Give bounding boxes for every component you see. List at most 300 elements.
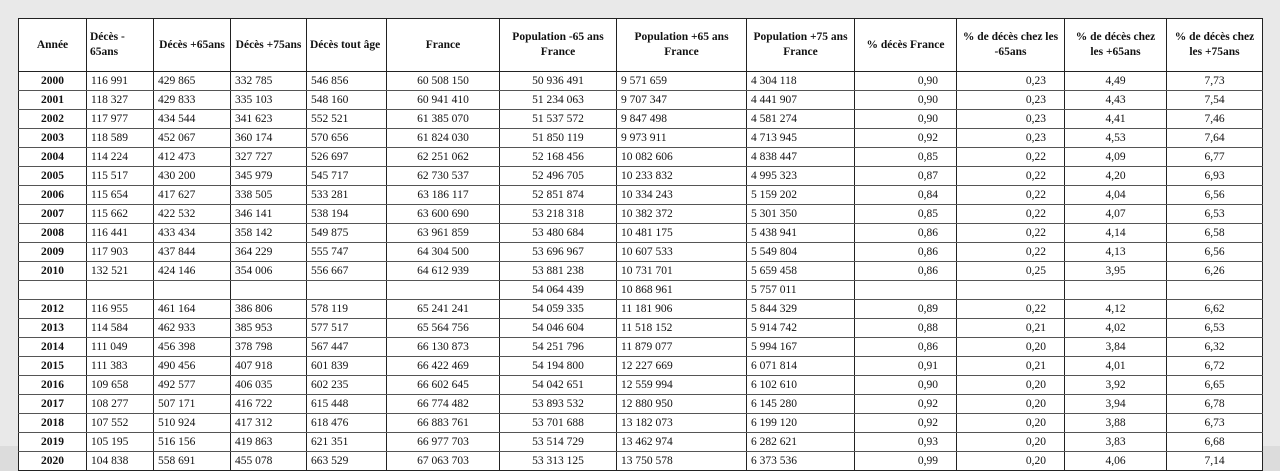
cell-population-under65: 53 514 729 xyxy=(500,433,617,452)
cell-population-france: 60 508 150 xyxy=(387,72,500,91)
cell-deaths-over65: 490 456 xyxy=(154,357,231,376)
cell-pct-deaths-france: 0,86 xyxy=(855,243,957,262)
cell-deaths-over75: 360 174 xyxy=(231,129,307,148)
cell-population-under65: 53 881 238 xyxy=(500,262,617,281)
cell-deaths-under65: 132 521 xyxy=(87,262,154,281)
cell-population-under65: 52 168 456 xyxy=(500,148,617,167)
cell-population-over75: 5 301 350 xyxy=(747,205,855,224)
cell-population-france: 64 304 500 xyxy=(387,243,500,262)
cell-population-france: 66 602 645 xyxy=(387,376,500,395)
column-header-population-under65: Population -65 ans France xyxy=(500,19,617,72)
cell-pct-deaths-france: 0,90 xyxy=(855,72,957,91)
table-row xyxy=(19,72,1263,91)
cell-population-over75: 5 994 167 xyxy=(747,338,855,357)
table-row xyxy=(19,186,1263,205)
column-header-population-over65: Population +65 ans France xyxy=(617,19,747,72)
cell-population-over75: 4 713 945 xyxy=(747,129,855,148)
cell-population-over75: 5 159 202 xyxy=(747,186,855,205)
cell-pct-deaths-over75: 7,64 xyxy=(1167,129,1263,148)
column-header-year: Année xyxy=(19,19,87,72)
cell-pct-deaths-over65: 3,94 xyxy=(1065,395,1167,414)
cell-population-under65: 53 701 688 xyxy=(500,414,617,433)
cell-deaths-over75: 378 798 xyxy=(231,338,307,357)
cell-pct-deaths-under65: 0,22 xyxy=(957,300,1065,319)
cell-pct-deaths-under65: 0,21 xyxy=(957,319,1065,338)
cell-year: 2015 xyxy=(19,357,87,376)
cell-pct-deaths-over65: 4,06 xyxy=(1065,452,1167,471)
cell-pct-deaths-over75: 6,58 xyxy=(1167,224,1263,243)
cell-deaths-over75: 345 979 xyxy=(231,167,307,186)
cell-deaths-under65: 116 441 xyxy=(87,224,154,243)
cell-deaths-under65: 111 383 xyxy=(87,357,154,376)
cell-pct-deaths-under65: 0,20 xyxy=(957,452,1065,471)
cell-deaths-over75: 332 785 xyxy=(231,72,307,91)
cell-deaths-over75: 417 312 xyxy=(231,414,307,433)
cell-deaths-over75: 419 863 xyxy=(231,433,307,452)
cell-pct-deaths-over75 xyxy=(1167,281,1263,300)
cell-deaths-over65: 429 865 xyxy=(154,72,231,91)
cell-year: 2008 xyxy=(19,224,87,243)
column-header-deaths-over75: Décès +75ans xyxy=(231,19,307,72)
cell-pct-deaths-under65: 0,23 xyxy=(957,72,1065,91)
column-header-deaths-all-ages: Décès tout âge xyxy=(307,19,387,72)
cell-pct-deaths-under65: 0,22 xyxy=(957,243,1065,262)
cell-deaths-all-ages: 567 447 xyxy=(307,338,387,357)
cell-pct-deaths-under65: 0,22 xyxy=(957,205,1065,224)
cell-pct-deaths-over65: 4,53 xyxy=(1065,129,1167,148)
table-row xyxy=(19,452,1263,471)
cell-pct-deaths-france: 0,86 xyxy=(855,338,957,357)
cell-year: 2006 xyxy=(19,186,87,205)
cell-year: 2005 xyxy=(19,167,87,186)
cell-deaths-under65: 104 838 xyxy=(87,452,154,471)
cell-deaths-all-ages: 615 448 xyxy=(307,395,387,414)
cell-deaths-all-ages: 526 697 xyxy=(307,148,387,167)
cell-pct-deaths-over65: 3,88 xyxy=(1065,414,1167,433)
cell-year: 2014 xyxy=(19,338,87,357)
cell-pct-deaths-france: 0,88 xyxy=(855,319,957,338)
cell-population-france: 61 824 030 xyxy=(387,129,500,148)
cell-year: 2001 xyxy=(19,91,87,110)
cell-deaths-under65: 115 517 xyxy=(87,167,154,186)
cell-population-over75: 5 659 458 xyxy=(747,262,855,281)
cell-pct-deaths-over75: 6,73 xyxy=(1167,414,1263,433)
cell-population-under65: 54 059 335 xyxy=(500,300,617,319)
cell-deaths-all-ages xyxy=(307,281,387,300)
cell-deaths-under65: 117 903 xyxy=(87,243,154,262)
cell-pct-deaths-under65: 0,20 xyxy=(957,376,1065,395)
header-row xyxy=(19,19,1263,72)
cell-deaths-over75: 364 229 xyxy=(231,243,307,262)
cell-deaths-over75: 386 806 xyxy=(231,300,307,319)
table-row xyxy=(19,414,1263,433)
cell-deaths-over65: 433 434 xyxy=(154,224,231,243)
column-header-pct-deaths-over65: % de décès chez les +65ans xyxy=(1065,19,1167,72)
cell-deaths-all-ages: 618 476 xyxy=(307,414,387,433)
cell-population-over75: 5 844 329 xyxy=(747,300,855,319)
cell-pct-deaths-over65: 4,07 xyxy=(1065,205,1167,224)
cell-deaths-over75: 406 035 xyxy=(231,376,307,395)
cell-population-under65: 53 313 125 xyxy=(500,452,617,471)
cell-population-under65: 51 234 063 xyxy=(500,91,617,110)
cell-pct-deaths-over65: 4,09 xyxy=(1065,148,1167,167)
cell-deaths-all-ages: 555 747 xyxy=(307,243,387,262)
cell-deaths-under65: 117 977 xyxy=(87,110,154,129)
cell-population-france: 66 422 469 xyxy=(387,357,500,376)
cell-deaths-over65 xyxy=(154,281,231,300)
cell-population-france: 64 612 939 xyxy=(387,262,500,281)
cell-pct-deaths-france: 0,87 xyxy=(855,167,957,186)
table-row xyxy=(19,376,1263,395)
cell-population-under65: 54 251 796 xyxy=(500,338,617,357)
document-sheet xyxy=(18,18,1262,471)
cell-population-under65: 51 537 572 xyxy=(500,110,617,129)
cell-deaths-all-ages: 602 235 xyxy=(307,376,387,395)
cell-year: 2004 xyxy=(19,148,87,167)
cell-pct-deaths-over75: 6,32 xyxy=(1167,338,1263,357)
cell-deaths-over75 xyxy=(231,281,307,300)
cell-population-over65: 12 880 950 xyxy=(617,395,747,414)
cell-population-over65: 10 607 533 xyxy=(617,243,747,262)
cell-deaths-over65: 507 171 xyxy=(154,395,231,414)
cell-pct-deaths-france: 0,85 xyxy=(855,205,957,224)
cell-deaths-all-ages: 556 667 xyxy=(307,262,387,281)
cell-pct-deaths-france: 0,85 xyxy=(855,148,957,167)
cell-deaths-over65: 430 200 xyxy=(154,167,231,186)
cell-population-over65: 12 227 669 xyxy=(617,357,747,376)
cell-pct-deaths-under65: 0,23 xyxy=(957,91,1065,110)
cell-pct-deaths-over75: 7,54 xyxy=(1167,91,1263,110)
cell-pct-deaths-france: 0,92 xyxy=(855,414,957,433)
mortality-table xyxy=(18,18,1263,471)
cell-deaths-over65: 456 398 xyxy=(154,338,231,357)
cell-population-over65: 10 481 175 xyxy=(617,224,747,243)
cell-population-over75: 6 282 621 xyxy=(747,433,855,452)
table-row xyxy=(19,319,1263,338)
cell-population-france: 66 130 873 xyxy=(387,338,500,357)
cell-pct-deaths-over75: 6,62 xyxy=(1167,300,1263,319)
cell-pct-deaths-france: 0,89 xyxy=(855,300,957,319)
cell-population-over65: 9 973 911 xyxy=(617,129,747,148)
cell-population-under65: 54 194 800 xyxy=(500,357,617,376)
cell-pct-deaths-over75: 7,73 xyxy=(1167,72,1263,91)
column-header-population-over75: Population +75 ans France xyxy=(747,19,855,72)
cell-pct-deaths-over65: 4,02 xyxy=(1065,319,1167,338)
column-header-deaths-over65: Décès +65ans xyxy=(154,19,231,72)
cell-pct-deaths-over65: 4,12 xyxy=(1065,300,1167,319)
cell-population-under65: 51 850 119 xyxy=(500,129,617,148)
cell-deaths-over65: 452 067 xyxy=(154,129,231,148)
cell-population-france: 66 977 703 xyxy=(387,433,500,452)
cell-deaths-under65: 116 991 xyxy=(87,72,154,91)
table-row xyxy=(19,148,1263,167)
table-row xyxy=(19,262,1263,281)
cell-pct-deaths-over75: 6,78 xyxy=(1167,395,1263,414)
cell-pct-deaths-france: 0,90 xyxy=(855,91,957,110)
table-row xyxy=(19,300,1263,319)
cell-pct-deaths-under65: 0,20 xyxy=(957,338,1065,357)
cell-population-france: 63 600 690 xyxy=(387,205,500,224)
cell-population-france: 63 186 117 xyxy=(387,186,500,205)
cell-deaths-over65: 558 691 xyxy=(154,452,231,471)
cell-pct-deaths-over65: 4,41 xyxy=(1065,110,1167,129)
cell-deaths-over65: 510 924 xyxy=(154,414,231,433)
cell-population-over65: 10 082 606 xyxy=(617,148,747,167)
column-header-pct-deaths-over75: % de décès chez les +75ans xyxy=(1167,19,1263,72)
cell-population-over65: 11 879 077 xyxy=(617,338,747,357)
cell-deaths-under65: 118 589 xyxy=(87,129,154,148)
cell-deaths-all-ages: 621 351 xyxy=(307,433,387,452)
cell-deaths-under65: 116 955 xyxy=(87,300,154,319)
cell-pct-deaths-under65: 0,22 xyxy=(957,224,1065,243)
cell-population-under65: 53 218 318 xyxy=(500,205,617,224)
cell-year: 2016 xyxy=(19,376,87,395)
table-row xyxy=(19,224,1263,243)
cell-deaths-over75: 455 078 xyxy=(231,452,307,471)
cell-population-france: 60 941 410 xyxy=(387,91,500,110)
cell-deaths-over65: 412 473 xyxy=(154,148,231,167)
cell-population-france: 62 251 062 xyxy=(387,148,500,167)
cell-population-over75: 6 199 120 xyxy=(747,414,855,433)
cell-deaths-under65: 114 584 xyxy=(87,319,154,338)
cell-pct-deaths-france: 0,84 xyxy=(855,186,957,205)
cell-pct-deaths-france: 0,99 xyxy=(855,452,957,471)
cell-pct-deaths-france: 0,92 xyxy=(855,395,957,414)
cell-deaths-all-ages: 546 856 xyxy=(307,72,387,91)
cell-pct-deaths-france: 0,91 xyxy=(855,357,957,376)
cell-year: 2007 xyxy=(19,205,87,224)
cell-deaths-over75: 341 623 xyxy=(231,110,307,129)
cell-deaths-under65: 109 658 xyxy=(87,376,154,395)
cell-pct-deaths-over75: 6,26 xyxy=(1167,262,1263,281)
cell-pct-deaths-over65: 4,01 xyxy=(1065,357,1167,376)
cell-deaths-under65: 115 662 xyxy=(87,205,154,224)
cell-deaths-over65: 417 627 xyxy=(154,186,231,205)
cell-pct-deaths-over75: 6,56 xyxy=(1167,243,1263,262)
cell-population-over65: 9 707 347 xyxy=(617,91,747,110)
cell-deaths-over75: 338 505 xyxy=(231,186,307,205)
cell-population-over65: 13 182 073 xyxy=(617,414,747,433)
cell-deaths-all-ages: 552 521 xyxy=(307,110,387,129)
cell-pct-deaths-over65: 3,83 xyxy=(1065,433,1167,452)
cell-pct-deaths-over65 xyxy=(1065,281,1167,300)
cell-deaths-over65: 492 577 xyxy=(154,376,231,395)
cell-pct-deaths-over65: 3,92 xyxy=(1065,376,1167,395)
cell-deaths-all-ages: 578 119 xyxy=(307,300,387,319)
cell-deaths-under65: 114 224 xyxy=(87,148,154,167)
cell-population-france: 66 774 482 xyxy=(387,395,500,414)
cell-deaths-over75: 385 953 xyxy=(231,319,307,338)
cell-pct-deaths-under65: 0,22 xyxy=(957,186,1065,205)
cell-deaths-all-ages: 570 656 xyxy=(307,129,387,148)
cell-year: 2003 xyxy=(19,129,87,148)
cell-pct-deaths-under65: 0,21 xyxy=(957,357,1065,376)
cell-pct-deaths-over65: 4,43 xyxy=(1065,91,1167,110)
cell-pct-deaths-under65: 0,20 xyxy=(957,395,1065,414)
cell-deaths-all-ages: 549 875 xyxy=(307,224,387,243)
cell-pct-deaths-over75: 6,56 xyxy=(1167,186,1263,205)
cell-deaths-over75: 358 142 xyxy=(231,224,307,243)
cell-pct-deaths-over75: 6,53 xyxy=(1167,205,1263,224)
cell-population-over65: 10 382 372 xyxy=(617,205,747,224)
cell-pct-deaths-france: 0,86 xyxy=(855,224,957,243)
cell-deaths-over65: 437 844 xyxy=(154,243,231,262)
cell-year: 2013 xyxy=(19,319,87,338)
cell-pct-deaths-over75: 7,46 xyxy=(1167,110,1263,129)
cell-pct-deaths-france: 0,90 xyxy=(855,376,957,395)
cell-population-under65: 53 893 532 xyxy=(500,395,617,414)
cell-pct-deaths-over65: 4,14 xyxy=(1065,224,1167,243)
cell-population-under65: 54 046 604 xyxy=(500,319,617,338)
cell-population-over75: 4 441 907 xyxy=(747,91,855,110)
cell-pct-deaths-under65: 0,23 xyxy=(957,129,1065,148)
cell-pct-deaths-france: 0,92 xyxy=(855,129,957,148)
cell-deaths-all-ages: 663 529 xyxy=(307,452,387,471)
cell-pct-deaths-over65: 3,84 xyxy=(1065,338,1167,357)
table-row xyxy=(19,167,1263,186)
cell-deaths-over75: 327 727 xyxy=(231,148,307,167)
cell-pct-deaths-france: 0,86 xyxy=(855,262,957,281)
table-row xyxy=(19,395,1263,414)
cell-population-over65: 11 518 152 xyxy=(617,319,747,338)
cell-year: 2010 xyxy=(19,262,87,281)
cell-year: 2019 xyxy=(19,433,87,452)
cell-population-under65: 53 480 684 xyxy=(500,224,617,243)
cell-pct-deaths-under65: 0,22 xyxy=(957,167,1065,186)
cell-pct-deaths-over65: 4,20 xyxy=(1065,167,1167,186)
cell-pct-deaths-over75: 6,77 xyxy=(1167,148,1263,167)
cell-population-under65: 52 496 705 xyxy=(500,167,617,186)
cell-population-over75: 5 757 011 xyxy=(747,281,855,300)
cell-year: 2002 xyxy=(19,110,87,129)
cell-year: 2009 xyxy=(19,243,87,262)
cell-population-over65: 10 334 243 xyxy=(617,186,747,205)
cell-pct-deaths-over65: 4,49 xyxy=(1065,72,1167,91)
table-row xyxy=(19,243,1263,262)
cell-population-over65: 11 181 906 xyxy=(617,300,747,319)
cell-year: 2000 xyxy=(19,72,87,91)
cell-population-under65: 53 696 967 xyxy=(500,243,617,262)
cell-deaths-over65: 516 156 xyxy=(154,433,231,452)
cell-deaths-over75: 335 103 xyxy=(231,91,307,110)
cell-year xyxy=(19,281,87,300)
table-body xyxy=(19,72,1263,471)
cell-deaths-under65: 108 277 xyxy=(87,395,154,414)
cell-pct-deaths-over65: 4,04 xyxy=(1065,186,1167,205)
cell-population-france: 66 883 761 xyxy=(387,414,500,433)
cell-population-under65: 50 936 491 xyxy=(500,72,617,91)
cell-population-france: 65 241 241 xyxy=(387,300,500,319)
cell-population-over75: 5 549 804 xyxy=(747,243,855,262)
cell-population-over75: 6 071 814 xyxy=(747,357,855,376)
cell-deaths-over65: 429 833 xyxy=(154,91,231,110)
cell-deaths-under65: 105 195 xyxy=(87,433,154,452)
table-row xyxy=(19,433,1263,452)
cell-population-france: 65 564 756 xyxy=(387,319,500,338)
cell-population-over75: 4 581 274 xyxy=(747,110,855,129)
cell-pct-deaths-over65: 4,13 xyxy=(1065,243,1167,262)
cell-pct-deaths-under65: 0,22 xyxy=(957,148,1065,167)
cell-population-under65: 54 042 651 xyxy=(500,376,617,395)
cell-deaths-under65: 115 654 xyxy=(87,186,154,205)
table-row xyxy=(19,338,1263,357)
cell-population-over65: 13 750 578 xyxy=(617,452,747,471)
cell-pct-deaths-over75: 6,68 xyxy=(1167,433,1263,452)
table-row xyxy=(19,205,1263,224)
cell-population-france: 61 385 070 xyxy=(387,110,500,129)
cell-pct-deaths-over65: 3,95 xyxy=(1065,262,1167,281)
cell-population-over75: 6 145 280 xyxy=(747,395,855,414)
table-row xyxy=(19,110,1263,129)
cell-year: 2017 xyxy=(19,395,87,414)
table-header xyxy=(19,19,1263,72)
cell-population-france: 63 961 859 xyxy=(387,224,500,243)
cell-deaths-over75: 354 006 xyxy=(231,262,307,281)
cell-population-over75: 4 304 118 xyxy=(747,72,855,91)
cell-population-over65: 13 462 974 xyxy=(617,433,747,452)
cell-population-over65: 9 571 659 xyxy=(617,72,747,91)
cell-population-france xyxy=(387,281,500,300)
cell-deaths-all-ages: 577 517 xyxy=(307,319,387,338)
cell-population-over65: 12 559 994 xyxy=(617,376,747,395)
cell-pct-deaths-france: 0,93 xyxy=(855,433,957,452)
cell-deaths-over75: 346 141 xyxy=(231,205,307,224)
cell-pct-deaths-over75: 6,93 xyxy=(1167,167,1263,186)
cell-deaths-under65: 111 049 xyxy=(87,338,154,357)
cell-population-over65: 10 233 832 xyxy=(617,167,747,186)
cell-pct-deaths-over75: 6,72 xyxy=(1167,357,1263,376)
cell-deaths-over75: 416 722 xyxy=(231,395,307,414)
cell-deaths-over65: 462 933 xyxy=(154,319,231,338)
cell-deaths-over65: 461 164 xyxy=(154,300,231,319)
column-header-deaths-under65: Décès - 65ans xyxy=(87,19,154,72)
cell-pct-deaths-under65: 0,20 xyxy=(957,433,1065,452)
cell-deaths-all-ages: 533 281 xyxy=(307,186,387,205)
cell-pct-deaths-france xyxy=(855,281,957,300)
cell-population-under65: 54 064 439 xyxy=(500,281,617,300)
cell-deaths-over65: 434 544 xyxy=(154,110,231,129)
cell-pct-deaths-under65: 0,20 xyxy=(957,414,1065,433)
table-row xyxy=(19,91,1263,110)
cell-deaths-all-ages: 601 839 xyxy=(307,357,387,376)
cell-population-over75: 6 102 610 xyxy=(747,376,855,395)
cell-population-over75: 4 995 323 xyxy=(747,167,855,186)
cell-population-over75: 6 373 536 xyxy=(747,452,855,471)
cell-pct-deaths-over75: 7,14 xyxy=(1167,452,1263,471)
cell-population-under65: 52 851 874 xyxy=(500,186,617,205)
cell-deaths-all-ages: 548 160 xyxy=(307,91,387,110)
column-header-population-france: France xyxy=(387,19,500,72)
cell-population-over75: 4 838 447 xyxy=(747,148,855,167)
cell-population-over65: 10 868 961 xyxy=(617,281,747,300)
cell-population-france: 67 063 703 xyxy=(387,452,500,471)
cell-deaths-under65 xyxy=(87,281,154,300)
cell-pct-deaths-france: 0,90 xyxy=(855,110,957,129)
cell-population-over65: 10 731 701 xyxy=(617,262,747,281)
cell-population-over65: 9 847 498 xyxy=(617,110,747,129)
cell-population-france: 62 730 537 xyxy=(387,167,500,186)
cell-year: 2020 xyxy=(19,452,87,471)
cell-deaths-under65: 107 552 xyxy=(87,414,154,433)
cell-pct-deaths-under65: 0,23 xyxy=(957,110,1065,129)
cell-deaths-over65: 424 146 xyxy=(154,262,231,281)
column-header-pct-deaths-under65: % de décès chez les -65ans xyxy=(957,19,1065,72)
cell-pct-deaths-over75: 6,65 xyxy=(1167,376,1263,395)
cell-year: 2018 xyxy=(19,414,87,433)
cell-population-over75: 5 914 742 xyxy=(747,319,855,338)
cell-deaths-over75: 407 918 xyxy=(231,357,307,376)
cell-deaths-all-ages: 538 194 xyxy=(307,205,387,224)
